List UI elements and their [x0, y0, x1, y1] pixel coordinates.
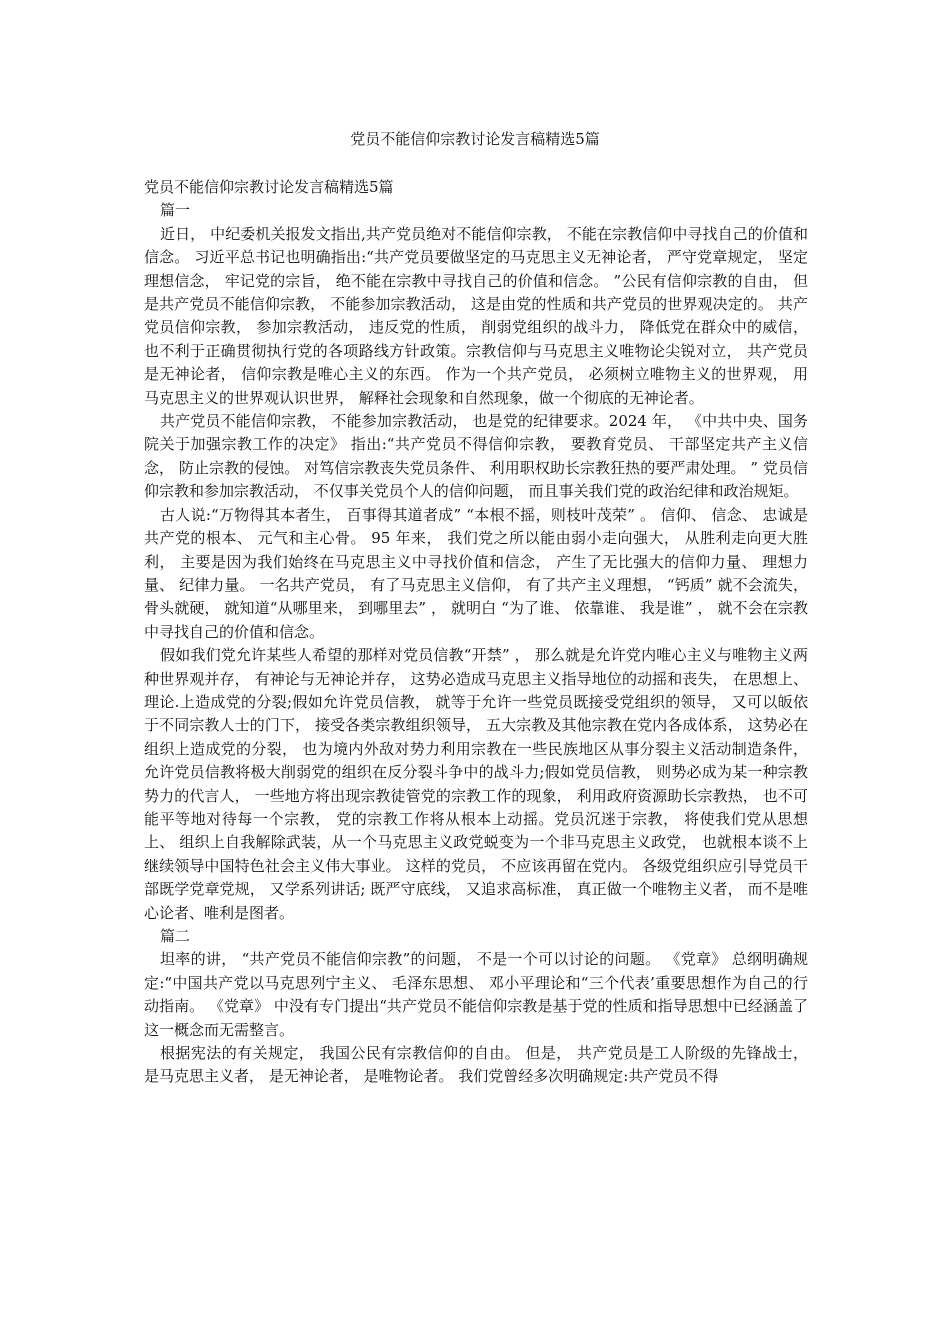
document-title: 党员不能信仰宗教讨论发言稿精选5篇 — [350, 130, 600, 148]
paragraph: 共产党员不能信仰宗教， 不能参加宗教活动， 也是党的纪律要求。2024 年， 《中共中央、国务院关于加强宗教工作的决定》 指出:“共产党员不得信仰宗教， 要教育党员、 干部坚定共产主义信念， 防止宗教的侵蚀。 对笃信宗教丧失党员条件、 利用职权助长宗教狂热的要严肃处理。 ” 党员信仰宗教和参加宗教活动， 不仅事关党员个人的信仰问题， 而且事关我们党的政治纪律和政治规矩。 — [144, 412, 808, 501]
paragraph: 根据宪法的有关规定， 我国公民有宗教信仰的自由。 但是， 共产党员是工人阶级的先锋战士， 是马克思主义者， 是无神论者， 是唯物论者。 我们党曾经多次明确规定:共产党员不得 — [144, 1044, 808, 1086]
paragraph: 假如我们党允许某些人希望的那样对党员信教“开禁” ， 那么就是允许党内唯心主义与唯物主义两种世界观并存， 有神论与无神论并存， 这势必造成马克思主义指导地位的动摇和丧失， 在思想上、 理论.上造成党的分裂;假如允许党员信教， 就等于允许一些党员既接受党组织的领导， 又可以皈依于不同宗教人士的门下， 接受各类宗教组织领导， 五大宗教及其他宗教在党内各成体系， 这势必在组织上造成党的分裂， 也为境内外敌对势力利用宗教在一些民族地区从事分裂主义活动制造条件， 允许党员信教将极大削弱党的组织在反分裂斗争中的战斗力;假如党员信教， 则势必成为某一种宗教势力的代言人， 一些地方将出现宗教徒管党的宗教工作的现象， 利用政府资源助长宗教热， 也不可能平等地对待每一个宗教， 党的宗教工作将从根本上动摇。党员沉迷于宗教， 将使我们党从思想上、 组织上自我解除武装，从一个马克思主义政党蜕变为一个非马克思主义政党， 也就根本谈不上继续领导中国特色社会主义伟大事业。 这样的党员， 不应该再留在党内。 各级党组织应引导党员干部既学党章党规， 又学系列讲话; 既严守底线， 又追求高标准， 真正做一个唯物主义者， 而不是唯心论者、唯利是图者。 — [144, 646, 808, 922]
section-heading-2: 篇二 — [160, 927, 191, 945]
paragraph: 古人说:“万物得其本者生， 百事得其道者成” “本根不摇，则枝叶茂荣” 。 信仰、 信念、 忠诚是共产党的根本、 元气和主心骨。 95 年来， 我们党之所以能由弱小走向强大， 从胜利走向更大胜利， 主要是因为我们始终在马克思主义中寻找价值和信念， 产生了无比强大的信仰力量、 理想力量、 纪律力量。 一名共产党员， 有了马克思主义信仰， 有了共产主义理想， “钙质” 就不会流失， 骨头就硬， 就知道“从哪里来， 到哪里去” ， 就明白 “为了谁、 依靠谁、 我是谁” ， 就不会在宗教中寻找自己的价值和信念。 — [144, 505, 808, 641]
section-heading-1: 篇一 — [160, 201, 191, 220]
paragraph: 近日， 中纪委机关报发文指出,共产党员绝对不能信仰宗教， 不能在宗教信仰中寻找自己的价值和信念。 习近平总书记也明确指出:“共产党员要做坚定的马克思主义无神论者， 严守党章规定， 坚定理想信念， 牢记党的宗旨， 绝不能在宗教中寻找自己的价值和信念。 ”公民有信仰宗教的自由， 但是共产党员不能信仰宗教， 不能参加宗教活动， 这是由党的性质和共产党员的世界观决定的。 共产党员信仰宗教， 参加宗教活动， 违反党的性质， 削弱党组织的战斗力， 降低党在群众中的威信， 也不利于正确贯彻执行党的各项路线方针政策。宗教信仰与马克思主义唯物论尖锐对立， 共产党员是无神论者， 信仰宗教是唯心主义的东西。 作为一个共产党员， 必须树立唯物主义的世界观， 用马克思主义的世界观认识世界， 解释社会现象和自然现象，做一个彻底的无神论者。 — [144, 224, 808, 407]
paragraph: 坦率的讲， “共产党员不能信仰宗教”的问题， 不是一个可以讨论的问题。 《党章》 总纲明确规定:“中国共产党以马克思列宁主义、 毛泽东思想、 邓小平理论和“三个代表’重要思想作为自己的行动指南。 《党章》 中没有专门提出“共产党员不能信仰宗教是基于党的性质和指导思想中已经涵盖了这一概念而无需整言。 — [144, 950, 808, 1039]
document-body — [144, 176, 808, 1089]
document-subtitle: 党员不能信仰宗教讨论发言稿精选5篇 — [144, 178, 394, 196]
